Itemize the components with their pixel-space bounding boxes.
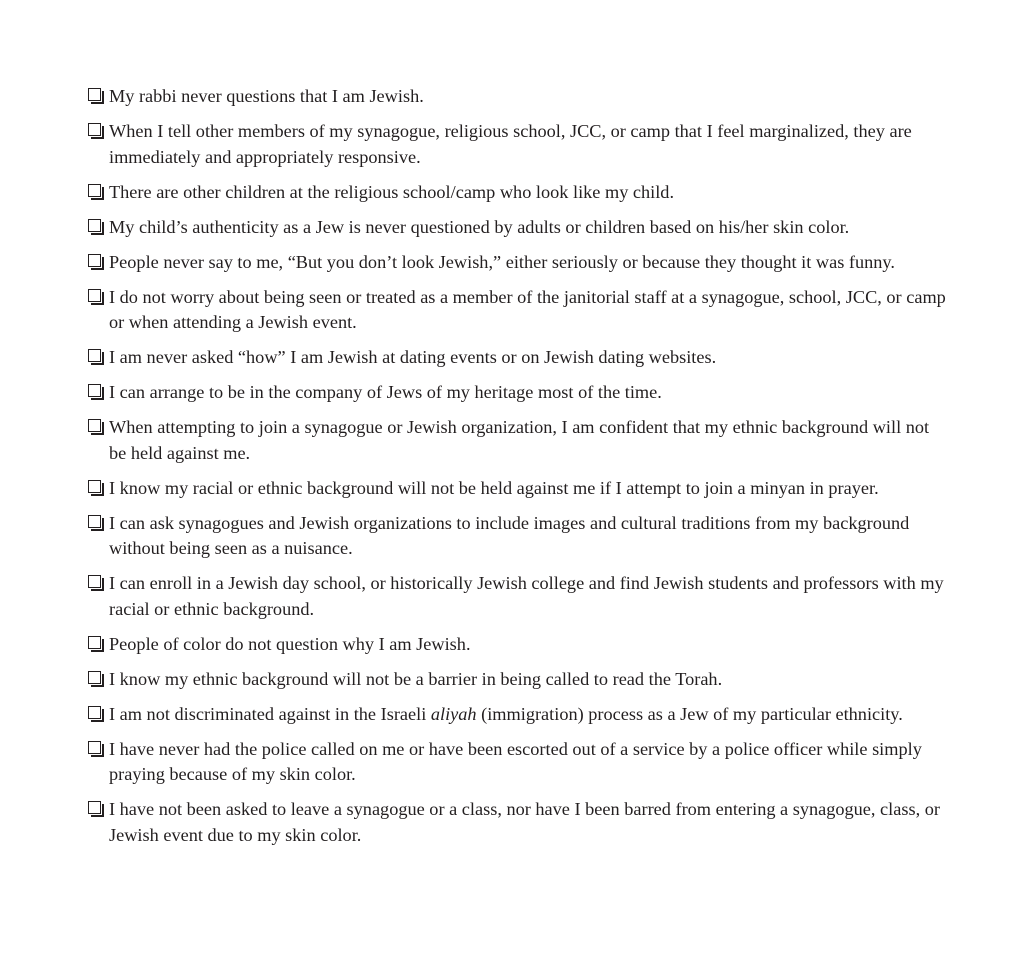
- checklist-item-text: I know my racial or ethnic background will not be held against me if I attempt to join a minyan in prayer.: [109, 477, 879, 498]
- checkbox[interactable]: [88, 515, 101, 528]
- checklist-item-text: I have never had the police called on me or have been escorted out of a service by a police officer while simply praying because of my skin color.: [109, 738, 922, 784]
- checklist-item-text: I can enroll in a Jewish day school, or historically Jewish college and find Jewish students and professors with my racial or ethnic background.: [109, 573, 944, 619]
- checklist-item: [88, 702, 948, 728]
- checkbox[interactable]: [88, 88, 101, 101]
- checklist-item-text: I do not worry about being seen or treated as a member of the janitorial staff at a synagogue, school, JCC, or camp or when attending a Jewish event.: [109, 286, 946, 332]
- checkbox[interactable]: [88, 636, 101, 649]
- checklist-item-text: My rabbi never questions that I am Jewish.: [109, 86, 424, 106]
- checklist-item: [88, 180, 948, 206]
- checklist-item-text: People never say to me, “But you don’t look Jewish,” either seriously or because they thought it was funny.: [109, 251, 895, 272]
- checklist-item: [88, 667, 948, 693]
- checklist-item-text: My child’s authenticity as a Jew is never questioned by adults or children based on his/her skin color.: [109, 216, 850, 237]
- checklist-item: [88, 737, 948, 788]
- checklist-item: [88, 571, 948, 622]
- checklist-item: [88, 476, 948, 502]
- checklist-item: [88, 215, 948, 241]
- checkbox[interactable]: [88, 184, 101, 197]
- checklist: [88, 84, 948, 858]
- checkbox[interactable]: [88, 480, 101, 493]
- checkbox[interactable]: [88, 349, 101, 362]
- checklist-item-text: There are other children at the religious school/camp who look like my child.: [109, 181, 675, 202]
- checklist-item: [88, 797, 948, 848]
- checkbox[interactable]: [88, 384, 101, 397]
- checkbox[interactable]: [88, 254, 101, 267]
- checklist-item: [88, 511, 948, 562]
- checkbox[interactable]: [88, 123, 101, 136]
- checklist-item-text: I am never asked “how” I am Jewish at dating events or on Jewish dating websites.: [109, 347, 717, 367]
- checklist-item-text: I have not been asked to leave a synagogue or a class, nor have I been barred from entering a synagogue, class, or Jewish event due to my skin color.: [109, 799, 940, 845]
- checkbox[interactable]: [88, 575, 101, 588]
- checklist-item-text: People of color do not question why I am Jewish.: [109, 633, 471, 654]
- checkbox[interactable]: [88, 706, 101, 719]
- checkbox[interactable]: [88, 741, 101, 754]
- checkbox[interactable]: [88, 219, 101, 232]
- checklist-item: [88, 285, 948, 336]
- checklist-item: [88, 119, 948, 170]
- checklist-item: [88, 345, 948, 371]
- checkbox[interactable]: [88, 289, 101, 302]
- checkbox[interactable]: [88, 419, 101, 432]
- checklist-item-text: When I tell other members of my synagogue, religious school, JCC, or camp that I feel marginalized, they are immediately and appropriately responsive.: [109, 121, 912, 167]
- checklist-item-text: When attempting to join a synagogue or Jewish organization, I am confident that my ethnic background will not be held against me.: [109, 417, 930, 463]
- checklist-item-text: I can ask synagogues and Jewish organizations to include images and cultural traditions from my background without being seen as a nuisance.: [109, 512, 910, 558]
- text-segment: (immigration) process as a Jew of my particular ethnicity.: [476, 703, 903, 724]
- checklist-item: [88, 380, 948, 406]
- checkbox[interactable]: [88, 801, 101, 814]
- checklist-item-text: [109, 702, 948, 728]
- checklist-item: [88, 415, 948, 466]
- checkbox[interactable]: [88, 671, 101, 684]
- checklist-item: [88, 84, 948, 110]
- checklist-item: [88, 632, 948, 658]
- checklist-item: [88, 250, 948, 276]
- text-segment: I am not discriminated against in the Israeli: [109, 703, 431, 724]
- checklist-item-text: I can arrange to be in the company of Jews of my heritage most of the time.: [109, 382, 662, 402]
- checklist-item-text: I know my ethnic background will not be a barrier in being called to read the Torah.: [109, 668, 723, 689]
- italic-term: aliyah: [430, 703, 477, 724]
